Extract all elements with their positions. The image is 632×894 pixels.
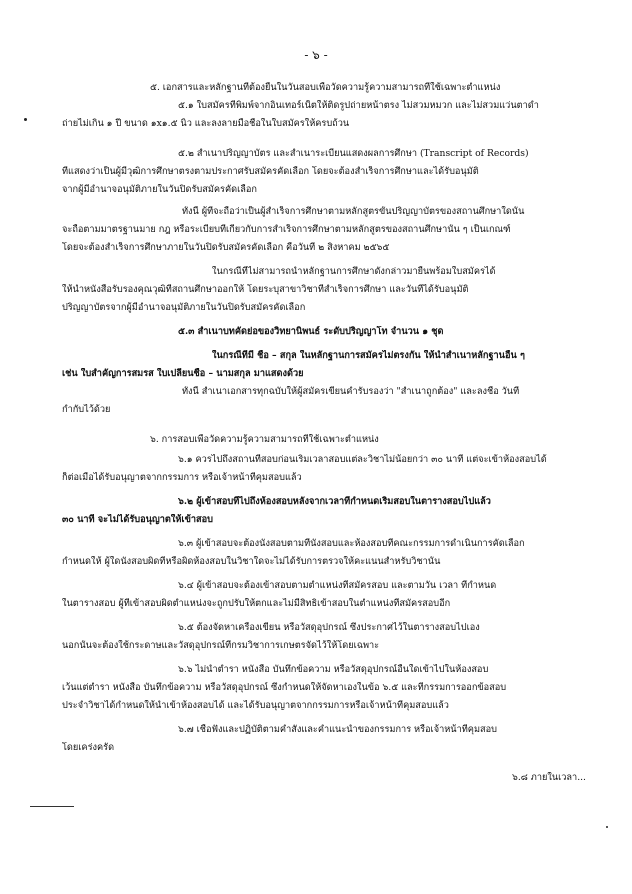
doc-line-5-2a: ๕.๒ สำเนาปริญญาบัตร และสำเนาระเบียนแสดงผลการศึกษา (Transcript of Records) [178, 148, 529, 159]
doc-line-case-a: ในกรณีที่ไม่สามารถนำหลักฐานการศึกษาดังกล่าวมายื่นพร้อมใบสมัครได้ [212, 266, 496, 277]
doc-line-6-4b: ในตารางสอบ ผู้ที่เข้าสอบผิดตำแหน่งจะถูกปรับให้ตกและไม่มีสิทธิเข้าสอบในตำแหน่งที่สมัครสอบอีก [62, 598, 451, 609]
doc-line-note-a: ทั้งนี้ ผู้ที่จะถือว่าเป็นผู้สำเร็จการศึกษาตามหลักสูตรขั้นปริญญาบัตรของสถานศึกษาใดนั้น [182, 206, 525, 217]
page-number: - ๖ - [304, 48, 328, 62]
continuation-note: ๖.๘ ภายในเวลา... [512, 772, 586, 783]
doc-line-copy-b: กำกับไว้ด้วย [62, 404, 111, 415]
doc-line-6-7b: โดยเคร่งครัด [62, 742, 115, 753]
doc-line-6-5a: ๖.๕ ต้องจัดหาเครื่องเขียน หรือวัสดุอุปกรณ์ ซึ่งประกาศไว้ในตารางสอบไปเอง [178, 622, 480, 633]
doc-line-case-c: ปริญญาบัตรจากผู้มีอำนาจอนุมัติภายในวันปิดรับสมัครคัดเลือก [62, 302, 306, 313]
doc-line-6-3b: กำหนดให้ ผู้ใดนั่งสอบผิดที่หรือผิดห้องสอบในวิชาใดจะไม่ได้รับการตรวจให้คะแนนสำหรับวิชานั้น [62, 556, 441, 567]
doc-line-5-2c: จากผู้มีอำนาจอนุมัติภายในวันปิดรับสมัครคัดเลือก [62, 184, 257, 195]
doc-line-copy-a: ทั้งนี้ สำเนาเอกสารทุกฉบับให้ผู้สมัครเขียนคำรับรองว่า "สำเนาถูกต้อง" และลงชื่อ วันที่ [182, 386, 520, 397]
doc-line-5-1a: ๕.๑ ใบสมัครที่พิมพ์จากอินเทอร์เน็ตให้ติดรูปถ่ายหน้าตรง ไม่สวมหมวก และไม่สวมแว่นตาดำ [178, 100, 539, 111]
doc-line-6-2b: ๓๐ นาที จะไม่ได้รับอนุญาตให้เข้าสอบ [62, 514, 213, 525]
doc-line-6-4a: ๖.๔ ผู้เข้าสอบจะต้องเข้าสอบตามตำแหน่งที่สมัครสอบ และตามวัน เวลา ที่กำหนด [178, 580, 497, 591]
scan-speck [24, 118, 27, 121]
doc-line-name-a: ในกรณีที่มี ชื่อ – สกุล ในหลักฐานการสมัครไม่ตรงกัน ให้นำสำเนาหลักฐานอื่น ๆ [212, 350, 525, 361]
footnote-rule [30, 806, 74, 807]
doc-line-6-6c: ประจำวิชาได้กำหนดให้นำเข้าห้องสอบได้ และได้รับอนุญาตจากกรรมการหรือเจ้าหน้าที่คุมสอบแล้ว [62, 700, 449, 711]
doc-line-6-7a: ๖.๗ เชื่อฟังและปฏิบัติตามคำสั่งและคำแนะนำของกรรมการ หรือเจ้าหน้าที่คุมสอบ [178, 724, 497, 735]
doc-line-5-3: ๕.๓ สำเนาบทคัดย่อของวิทยานิพนธ์ ระดับปริญญาโท จำนวน ๑ ชุด [178, 326, 444, 337]
doc-line-case-b: ให้นำหนังสือรับรองคุณวุฒิที่สถานศึกษาออกให้ โดยระบุสาขาวิชาที่สำเร็จการศึกษา และวันที่ได้รับอนุมัติ [62, 284, 469, 295]
doc-line-5-2b: ที่แสดงว่าเป็นผู้มีวุฒิการศึกษาตรงตามประกาศรับสมัครคัดเลือก โดยจะต้องสำเร็จการศึกษาและได้รับอนุมัติ [62, 166, 479, 177]
doc-line-6-5b: นอกนั้นจะต้องใช้กระดาษและวัสดุอุปกรณ์ที่กรมวิชาการเกษตรจัดไว้ให้โดยเฉพาะ [62, 640, 380, 651]
doc-line-note-c: โดยจะต้องสำเร็จการศึกษาภายในวันปิดรับสมัครคัดเลือก คือวันที่ ๒ สิงหาคม ๒๕๖๕ [62, 242, 390, 253]
doc-line-name-b: เช่น ใบสำคัญการสมรส ใบเปลี่ยนชื่อ – นามสกุล มาแสดงด้วย [62, 368, 304, 379]
doc-line-note-b: จะถือตามมาตรฐานมาย กฎ หรือระเบียบที่เกี่ยวกับการสำเร็จการศึกษาตามหลักสูตรของสถานศึกษานั้น ๆ เป็นเกณฑ์ [62, 224, 511, 235]
section-5-heading: ๕. เอกสารและหลักฐานที่ต้องยื่นในวันสอบเพื่อวัดความรู้ความสามารถที่ใช้เฉพาะตำแหน่ง [150, 82, 501, 93]
doc-line-6-2a: ๖.๒ ผู้เข้าสอบที่ไปถึงห้องสอบหลังจากเวลาที่กำหนดเริ่มสอบในตารางสอบไปแล้ว [178, 496, 491, 507]
doc-line-6-1a: ๖.๑ ควรไปถึงสถานที่สอบก่อนเริ่มเวลาสอบแต่ละวิชาไม่น้อยกว่า ๓๐ นาที แต่จะเข้าห้องสอบได้ [178, 454, 547, 465]
section-6-heading: ๖. การสอบเพื่อวัดความรู้ความสามารถที่ใช้เฉพาะตำแหน่ง [150, 434, 379, 445]
doc-line-6-6b: เว้นแต่ตำรา หนังสือ บันทึกข้อความ หรือวัสดุอุปกรณ์ ซึ่งกำหนดให้จัดหาเองในข้อ ๖.๕ และที่กรรมการออกข้อสอบ [62, 682, 507, 693]
doc-line-6-1b: ก็ต่อเมื่อได้รับอนุญาตจากกรรมการ หรือเจ้าหน้าที่คุมสอบแล้ว [62, 472, 302, 483]
doc-line-5-1b: ถ่ายไม่เกิน ๑ ปี ขนาด ๑x๑.๕ นิ้ว และลงลายมือชื่อในใบสมัครให้ครบถ้วน [62, 118, 350, 129]
scan-speck [606, 826, 608, 828]
doc-line-6-6a: ๖.๖ ไม่นำตำรา หนังสือ บันทึกข้อความ หรือวัสดุอุปกรณ์อื่นใดเข้าไปในห้องสอบ [178, 664, 489, 675]
doc-line-6-3a: ๖.๓ ผู้เข้าสอบจะต้องนั่งสอบตามที่นั่งสอบและห้องสอบที่คณะกรรมการดำเนินการคัดเลือก [178, 538, 525, 549]
